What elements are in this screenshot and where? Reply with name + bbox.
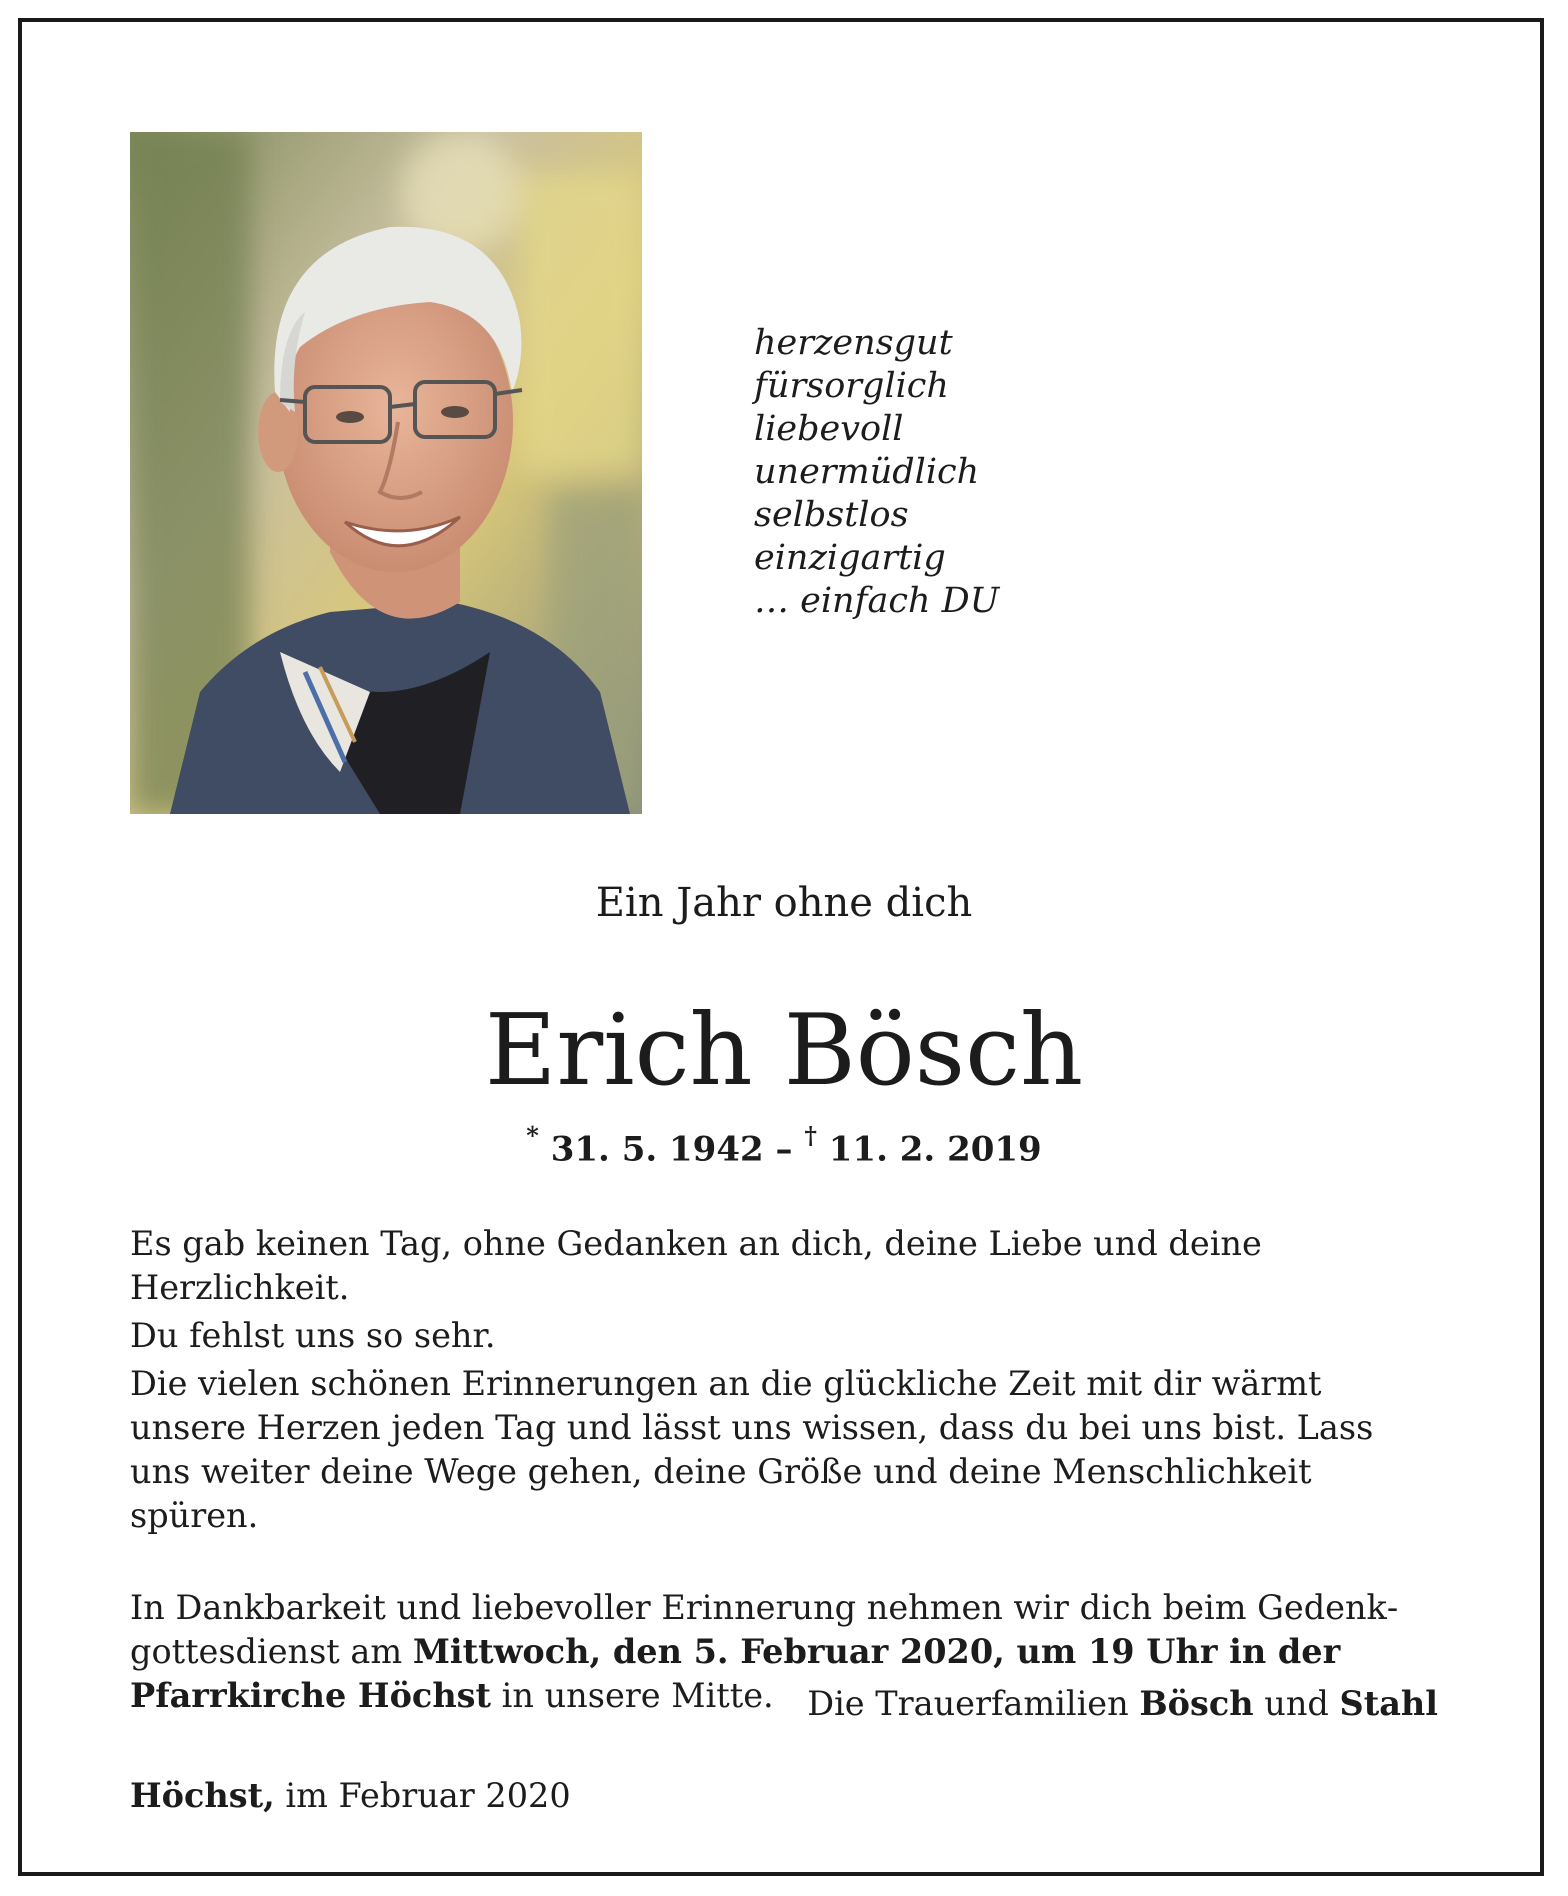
poem-line: fürsorglich [754, 366, 949, 406]
poem [754, 322, 999, 623]
death-date: 11. 2. 2019 [828, 1129, 1042, 1170]
birth-date: 31. 5. 1942 [550, 1129, 764, 1170]
subtitle: Ein Jahr ohne dich [595, 880, 973, 926]
signature-prefix: Die Trauerfamilien [807, 1684, 1140, 1723]
date-separator: – [763, 1129, 805, 1170]
body-text [130, 1222, 1438, 1718]
place-month: im Februar 2020 [274, 1776, 571, 1815]
place-date [130, 1776, 571, 1815]
poem-line: … einfach DU [754, 581, 1000, 621]
body-paragraph: Die vielen schönen Erinnerungen an die glückliche Zeit mit dir wärmt unsere Herzen jeden Tag und lässt uns wissen, dass du bei uns bist. Lass uns weiter deine Wege gehen, deine Größe und deine Menschlichkeit spüren. [130, 1364, 1374, 1535]
birth-symbol: * [526, 1121, 539, 1150]
family-name-2: Stahl [1339, 1684, 1438, 1723]
service-details: Mittwoch, den 5. Februar 2020, um 19 Uhr in der Pfarrkirche Höchst [130, 1632, 1341, 1715]
service-text-start: In Dankbarkeit und liebevoller Erinnerung nehmen wir dich beim Gedenkgottesdienst am [130, 1588, 1399, 1671]
body-paragraph: Es gab keinen Tag, ohne Gedanken an dich, deine Liebe und deine Herzlichkeit. [130, 1224, 1262, 1307]
place-town: Höchst, [130, 1776, 275, 1815]
signature [807, 1684, 1438, 1723]
poem-line: einzigartig [754, 538, 946, 578]
life-dates [0, 1121, 1568, 1170]
signature-conj: und [1253, 1684, 1340, 1723]
service-text-end: in unsere Mitte. [491, 1676, 774, 1715]
poem-line: herzensgut [754, 323, 953, 363]
poem-line: unermüdlich [754, 452, 980, 492]
poem-line: liebevoll [754, 409, 904, 449]
body-paragraph: Du fehlst uns so sehr. [130, 1316, 496, 1355]
death-symbol: † [804, 1121, 817, 1150]
deceased-name: Erich Bösch [484, 994, 1084, 1108]
portrait-photo [130, 132, 642, 814]
family-name-1: Bösch [1139, 1684, 1254, 1723]
poem-line: selbstlos [754, 495, 909, 535]
